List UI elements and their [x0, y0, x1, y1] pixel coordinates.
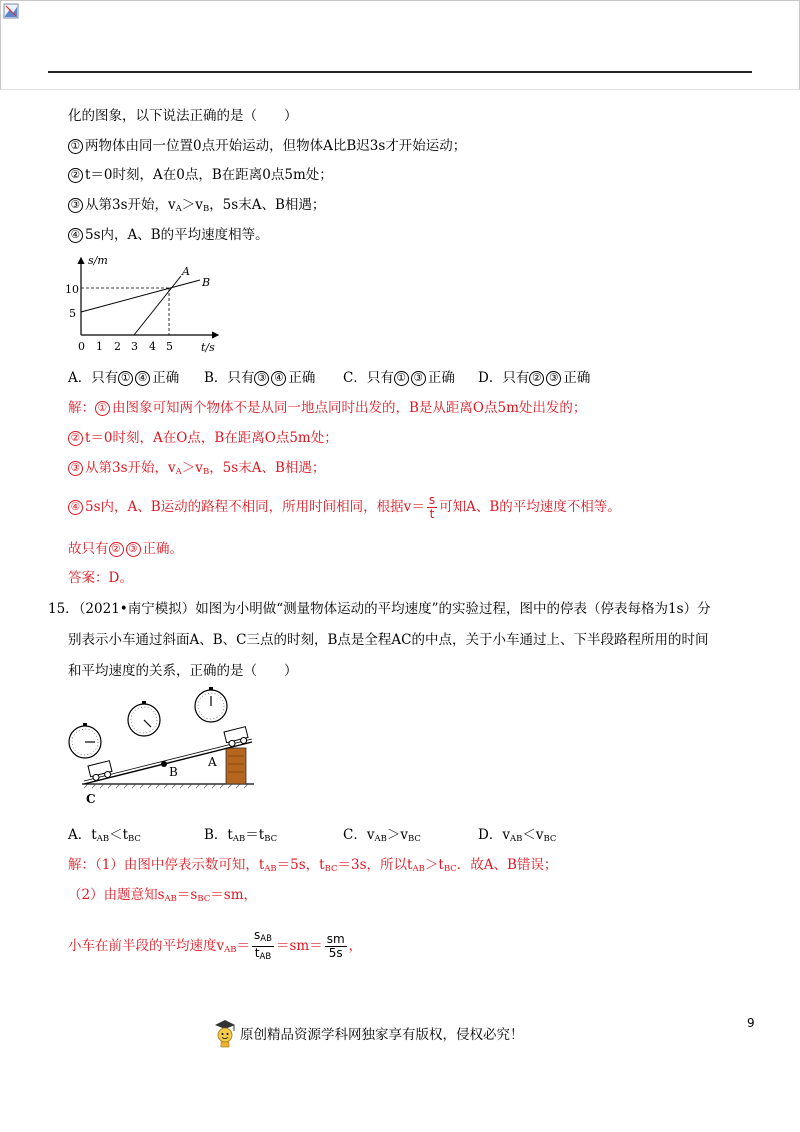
fraction-s-over-t: $\frac{s}{t}$: [428, 493, 436, 521]
page-header-frame: [0, 0, 800, 90]
mascot-logo-icon: [212, 1018, 238, 1048]
broken-image-icon: [3, 3, 19, 19]
q15-solution-line-1: 解：（1）由图中停表示数可知，$t_{AB}=5s$，$t_{BC}=3s$，所以$t_{AB}>t_{BC}$．故A、B错误；: [68, 857, 558, 874]
q14-statement-4: ④ 5s内，A、B的平均速度相等。: [68, 226, 269, 244]
q15-option-b[interactable]: B．$t_{AB}=t_{BC}$: [204, 827, 278, 844]
footer-copyright: 原创精品资源学科网独家享有版权，侵权必究！: [240, 1027, 524, 1043]
x-axis-label: t/s: [201, 341, 215, 354]
label-point-c: C: [86, 792, 96, 806]
page-number: 9: [747, 1016, 755, 1030]
y-tick-label: 5: [69, 307, 76, 320]
line-B: [81, 280, 200, 312]
x-tick-label: 0: [78, 340, 85, 353]
x-tick-label: 3: [131, 340, 138, 353]
q15-solution-line-3: 小车在前半段的平均速度$v_{AB}=$ $\frac{s_{AB}}{t_{AB}}$ ＝sm＝ $\frac{sm}{5s}$ ，: [68, 928, 363, 962]
y-tick-label: 10: [65, 283, 79, 296]
q14-answer: 答案：D。: [68, 570, 133, 586]
y-axis-label: s/m: [88, 254, 108, 267]
label-point-a: A: [208, 755, 217, 769]
q14-statement-1: ① 两物体由同一位置0点开始运动，但物体A比B迟3s才开始运动；: [68, 137, 466, 155]
x-tick-label: 5: [166, 340, 173, 353]
fraction-sab-over-tab: $\frac{s_{AB}}{t_{AB}}$: [254, 928, 272, 962]
q14-solution-line-4: ④ 5s内，A、B运动的路程不相同，所用时间相同，根据v＝ $\frac{s}{t}$ 可知A、B的平均速度不相等。: [68, 494, 621, 521]
q15-option-a[interactable]: A．$t_{AB}<t_{BC}$: [68, 827, 141, 844]
label-A: A: [182, 265, 190, 278]
q14-stem-tail: 化的图象，以下说法正确的是（ ）: [68, 108, 298, 124]
q14-conclusion: 故只有 ② ③ 正确。: [68, 541, 183, 557]
q14-option-d[interactable]: D．只有 ② ③ 正确: [478, 370, 591, 386]
q15-incline-figure: [62, 684, 258, 808]
q14-st-graph: [64, 252, 228, 356]
q15-solution-line-2: （2）由题意知$s_{AB}=s_{BC}=sm$，: [68, 887, 258, 904]
q14-option-a[interactable]: A．只有 ① ④ 正确: [68, 370, 180, 386]
label-point-b: B: [169, 765, 178, 779]
q14-statement-3: ③ 从第3s开始，$v_A>v_B$，5s末A、B相遇；: [68, 196, 325, 218]
q14-option-c[interactable]: C．只有 ① ③ 正确: [343, 370, 455, 386]
x-tick-label: 1: [96, 340, 103, 353]
q15-option-d[interactable]: D．$v_{AB}<v_{BC}$: [478, 827, 557, 844]
q14-option-b[interactable]: B．只有 ③ ④ 正确: [204, 370, 316, 386]
stopwatch-c-icon: [69, 723, 101, 758]
q15-stem-line-1: 15．（2021•南宁模拟）如图为小明做“测量物体运动的平均速度”的实验过程，图中的停表（停表每格为1s）分: [48, 601, 711, 617]
q14-solution-line-3: ③ 从第3s开始，$v_A>v_B$，5s末A、B相遇；: [68, 459, 325, 481]
q14-solution-line-2: ② t＝0时刻，A在O点，B在距离O点5m处；: [68, 429, 338, 447]
x-tick-label: 2: [114, 340, 121, 353]
q15-stem-line-3: 和平均速度的关系，正确的是（ ）: [68, 663, 298, 679]
stopwatch-b-icon: [128, 701, 160, 736]
q14-statement-2: ② t＝0时刻，A在0点，B在距离0点5m处；: [68, 166, 333, 184]
label-B: B: [202, 276, 211, 289]
q15-stem-line-2: 别表示小车通过斜面A、B、C三点的时刻，B点是全程AC的中点，关于小车通过上、下半段路程所用的时间: [68, 632, 709, 648]
page-footer: [212, 1018, 524, 1048]
cart-top-icon: [224, 727, 249, 748]
stopwatch-a-icon: [195, 687, 227, 722]
wooden-block: [226, 748, 246, 784]
cart-bottom-icon: [88, 761, 113, 782]
fraction-sm-over-5s: $\frac{sm}{5s}$: [326, 932, 345, 960]
q15-option-c[interactable]: C．$v_{AB}>v_{BC}$: [343, 827, 421, 844]
q14-solution-line-1: 解： ① 由图象可知两个物体不是从同一地点同时出发的，B是从距离O点5m处出发的；: [68, 400, 587, 416]
line-A: [134, 276, 181, 335]
x-tick-label: 4: [149, 340, 156, 353]
header-rule: [48, 71, 752, 73]
point-b: [161, 761, 167, 767]
